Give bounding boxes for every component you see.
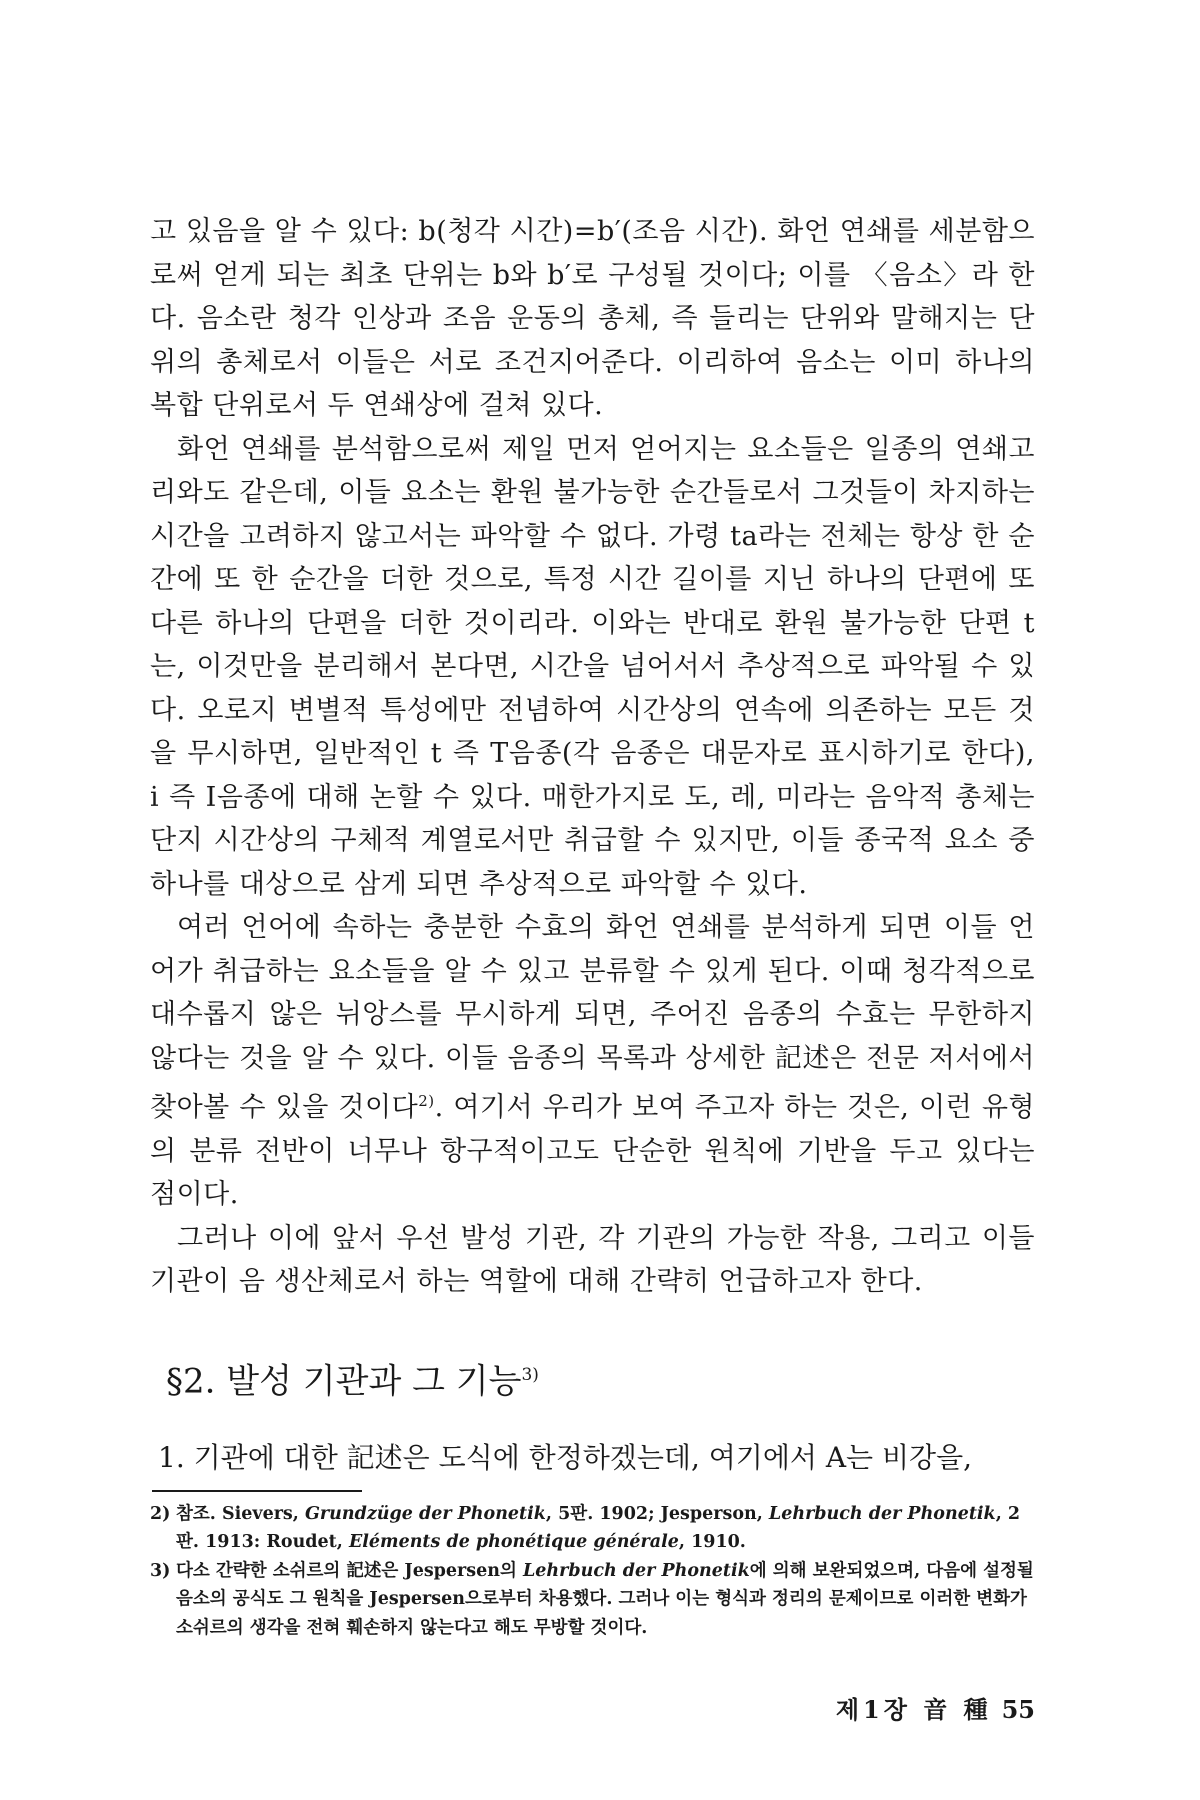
footnote-title: Lehrbuch der Phonetik	[522, 1560, 750, 1581]
footnote-number: 2)	[150, 1503, 171, 1524]
paragraph-3-tail: . 여기서 우리가 보여 주고자 하는 것은, 이런 유형의 분류 전반이 너무나 항구적이고도 단순한 원칙에 기반을 두고 있다는 점이다.	[150, 1092, 1035, 1210]
footnote-3	[150, 1557, 1035, 1643]
footnote-2	[150, 1500, 1035, 1557]
page-body	[150, 210, 1035, 1642]
running-footer	[836, 1690, 1035, 1725]
footnote-title: Eléments de phonétique générale	[348, 1532, 679, 1553]
section-number: §2.	[166, 1360, 216, 1401]
paragraph-4: 그러나 이에 앞서 우선 발성 기관, 각 기관의 가능한 작용, 그리고 이들 기관이 음 생산체로서 하는 역할에 대해 간략히 언급하고자 한다.	[150, 1222, 1035, 1297]
section-heading	[166, 1350, 1035, 1406]
footnote-part: 참조. Sievers,	[176, 1503, 305, 1524]
footnote-part: 다소 간략한 소쉬르의 記述은 Jespersen의	[176, 1560, 523, 1581]
paragraph-1: 고 있음을 알 수 있다: b(청각 시간)=b′(조음 시간). 화언 연쇄를 세분함으로써 얻게 되는 최초 단위는 b와 b′로 구성될 것이다; 이를 〈음소〉라 한다. 음소란 청각 인상과 조음 운동의 총체, 즉 들리는 단위와 말해지는 단위의 총체로서 이들은 서로 조건지어준다. 이리하여 음소는 이미 하나의 복합 단위로서 두 연쇄상에 걸쳐 있다.	[150, 216, 1035, 421]
footnote-part: , 5판. 1902; Jesperson,	[545, 1503, 769, 1524]
footnote-number: 3)	[150, 1560, 171, 1581]
footnote-part: , 1910.	[678, 1532, 746, 1553]
footnote-title: Grundzüge der Phonetik	[304, 1503, 546, 1524]
paragraph-2: 화언 연쇄를 분석함으로써 제일 먼저 얻어지는 요소들은 일종의 연쇄고리와도 같은데, 이들 요소는 환원 불가능한 순간들로서 그것들이 차지하는 시간을 고려하지 않고서는 파악할 수 없다. 가령 ta라는 전체는 항상 한 순간에 또 한 순간을 더한 것으로, 특정 시간 길이를 지닌 하나의 단편에 또 다른 하나의 단편을 더한 것이리라. 이와는 반대로 환원 불가능한 단편 t는, 이것만을 분리해서 본다면, 시간을 넘어서서 추상적으로 파악될 수 있다. 오로지 변별적 특성에만 전념하여 시간상의 연속에 의존하는 모든 것을 무시하면, 일반적인 t 즉 T음종(각 음종은 대문자로 표시하기로 한다), i 즉 I음종에 대해 논할 수 있다. 매한가지로 도, 레, 미라는 음악적 총체는 단지 시간상의 구체적 계열로서만 취급할 수 있지만, 이들 종국적 요소 중 하나를 대상으로 삼게 되면 추상적으로 파악할 수 있다.	[150, 433, 1035, 900]
footnote-title: Lehrbuch der Phonetik	[768, 1503, 996, 1524]
chapter-label: 제1장 音 種	[835, 1695, 992, 1724]
footnote-part: , 2판. 1913: Roudet,	[176, 1503, 1021, 1553]
footnote-ref-3: 3)	[521, 1364, 539, 1385]
footnote-part: 에 의해 보완되었으며, 다음에 설정될 음소의 공식도 그 원칙을 Jespersen으로부터 차용했다. 그러나 이는 형식과 정리의 문제이므로 이러한 변화가 소쉬르의 생각을 전혀 훼손하지 않는다고 해도 무방할 것이다.	[176, 1560, 1034, 1638]
paragraph-3-text: 여러 언어에 속하는 충분한 수효의 화언 연쇄를 분석하게 되면 이들 언어가 취급하는 요소들을 알 수 있고 분류할 수 있게 된다. 이때 청각적으로 대수롭지 않은 뉘앙스를 무시하게 되면, 주어진 음종의 수효는 무한하지 않다는 것을 알 수 있다. 이들 음종의 목록과 상세한 記述은 전문 저서에서 찾아볼 수 있을 것이다	[150, 912, 1035, 1123]
section-title: 발성 기관과 그 기능	[226, 1360, 522, 1401]
list-item-1: 1. 기관에 대한 記述은 도식에 한정하겠는데, 여기에서 A는 비강을,	[158, 1440, 973, 1474]
footnote-text	[176, 1500, 1035, 1557]
footnote-text	[176, 1557, 1035, 1643]
page-number: 55	[1001, 1695, 1035, 1724]
footnote-ref-2: 2)	[418, 1092, 435, 1110]
paragraph-3	[150, 906, 1035, 1217]
footnote-divider	[152, 1490, 362, 1492]
